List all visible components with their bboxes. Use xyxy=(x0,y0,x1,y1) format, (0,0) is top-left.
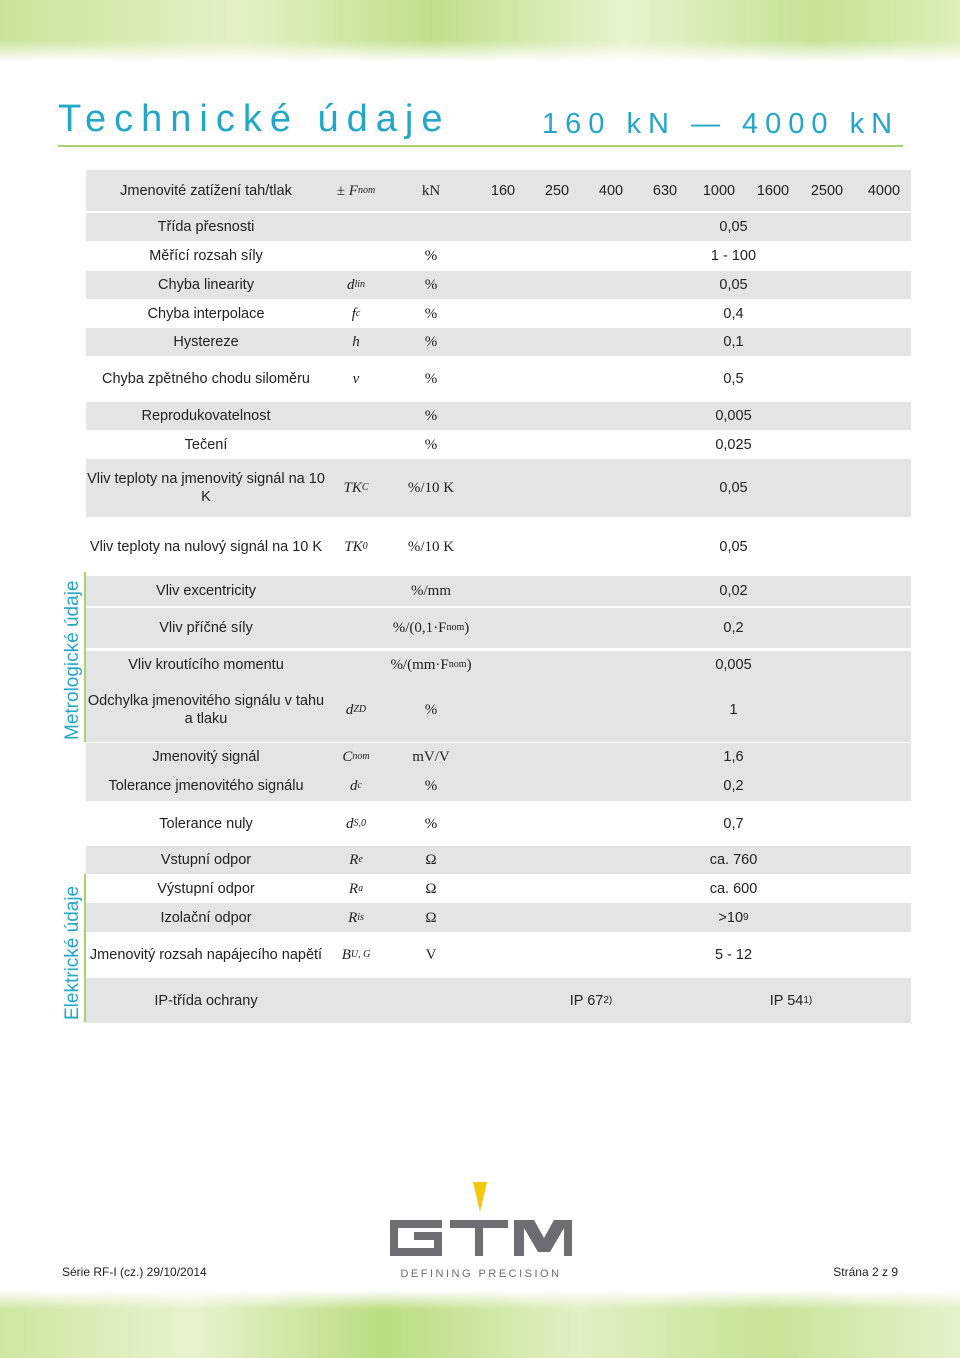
capacity-value: 1000 xyxy=(702,182,736,199)
unit-text: % xyxy=(424,408,438,424)
spec-row xyxy=(86,903,911,932)
spec-value xyxy=(476,271,911,299)
spec-label: Vliv teploty na nulový signál na 10 K xyxy=(89,538,323,555)
symbol-text: d xyxy=(345,702,354,718)
spec-value xyxy=(476,678,911,742)
value-text: 0,025 xyxy=(715,436,752,453)
capacity-value: 630 xyxy=(652,182,678,199)
spec-value xyxy=(476,213,911,241)
ip-right-text: IP 54 xyxy=(769,992,804,1009)
spec-value xyxy=(476,743,911,771)
unit-subscript: nom xyxy=(446,622,465,633)
spec-label: Jmenovité zatížení tah/tlak xyxy=(120,182,292,199)
side-divider xyxy=(84,874,86,1022)
value-text: 0,7 xyxy=(723,815,744,832)
spec-value xyxy=(476,933,911,977)
capacity-values xyxy=(476,170,911,211)
footer-page-number: Strána 2 z 9 xyxy=(833,1265,898,1279)
spec-value xyxy=(476,608,911,648)
symbol-subscript: is xyxy=(357,911,364,923)
spec-row xyxy=(86,518,911,575)
spec-unit xyxy=(386,402,476,430)
spec-row xyxy=(86,771,911,801)
unit-text: % xyxy=(424,306,438,322)
value-text: ca. 600 xyxy=(709,881,758,897)
spec-row xyxy=(86,608,911,648)
unit-subscript: nom xyxy=(448,658,467,670)
spec-label: IP-třída ochrany xyxy=(154,992,258,1009)
logo-letter-t xyxy=(450,1220,508,1256)
symbol-text: TK xyxy=(343,480,362,496)
spec-row xyxy=(86,402,911,430)
spec-symbol xyxy=(326,903,386,932)
spec-value xyxy=(476,576,911,606)
spec-unit xyxy=(386,903,476,932)
symbol-text: h xyxy=(352,334,360,350)
spec-unit xyxy=(386,300,476,328)
value-text: 0,05 xyxy=(719,277,748,293)
logo-tagline: DEFINING PRECISION xyxy=(400,1268,562,1280)
spec-unit xyxy=(386,357,476,400)
ip-right-value xyxy=(716,978,866,1023)
unit-text: %/10 K xyxy=(407,538,455,555)
spec-value xyxy=(476,430,911,459)
value-text: 0,05 xyxy=(719,219,748,235)
spec-label: Výstupní odpor xyxy=(157,881,255,897)
spec-unit xyxy=(386,576,476,606)
spec-symbol xyxy=(326,213,386,241)
spec-label: Reprodukovatelnost xyxy=(141,408,271,424)
symbol-subscript: nom xyxy=(352,751,370,762)
spec-label: Jmenovitý signál xyxy=(152,749,260,765)
spec-symbol xyxy=(326,402,386,430)
spec-symbol xyxy=(326,608,386,648)
spec-symbol xyxy=(326,801,386,846)
spec-row xyxy=(86,846,911,874)
spec-unit xyxy=(386,933,476,977)
spec-symbol xyxy=(326,241,386,270)
spec-symbol xyxy=(326,933,386,977)
unit-text: %/10 K xyxy=(407,480,455,496)
value-text: 1,6 xyxy=(723,749,744,765)
symbol-subscript: a xyxy=(358,883,364,894)
spec-value xyxy=(476,801,911,846)
symbol-text: v xyxy=(352,370,360,387)
gtm-logo xyxy=(388,1180,574,1280)
side-label-metrological: Metrologické údaje xyxy=(62,580,83,740)
value-text: 0,05 xyxy=(719,538,748,555)
spec-symbol xyxy=(326,771,386,801)
unit-text: % xyxy=(424,815,438,832)
unit-tail: ) xyxy=(466,656,472,673)
unit-text: % xyxy=(424,247,438,264)
value-text: 0,005 xyxy=(715,408,752,424)
symbol-subscript: c xyxy=(357,780,362,791)
value-text: ca. 760 xyxy=(709,852,758,868)
symbol-text: d xyxy=(350,778,358,794)
top-decorative-band xyxy=(0,0,960,62)
spec-label: Chyba linearity xyxy=(158,277,254,293)
spec-symbol xyxy=(326,459,386,517)
capacity-value: 2500 xyxy=(810,182,844,199)
spec-unit xyxy=(386,801,476,846)
symbol-text: f xyxy=(351,306,356,322)
spec-value xyxy=(476,402,911,430)
spec-unit xyxy=(386,651,476,678)
footer-series: Série RF-I (cz.) 29/10/2014 xyxy=(62,1265,207,1279)
capacity-row xyxy=(86,170,911,211)
symbol-text: TK xyxy=(344,538,363,555)
symbol-text: R xyxy=(348,909,358,926)
symbol-text: R xyxy=(348,881,359,897)
side-label-electrical: Elektrické údaje xyxy=(62,885,83,1020)
spec-label: Vliv teploty na jmenovitý signál na 10 K xyxy=(87,471,325,505)
spec-unit xyxy=(386,213,476,241)
spec-symbol xyxy=(326,271,386,299)
capacity-value: 1600 xyxy=(756,182,790,199)
spec-unit xyxy=(386,241,476,270)
spec-unit xyxy=(386,608,476,648)
value-text: 0,05 xyxy=(719,480,748,496)
spec-value xyxy=(476,300,911,328)
spec-unit xyxy=(386,771,476,801)
spec-value xyxy=(476,651,911,678)
spec-symbol xyxy=(326,300,386,328)
spec-label: Vliv excentricity xyxy=(156,583,256,599)
spec-value xyxy=(476,875,911,903)
spec-symbol xyxy=(326,430,386,459)
spec-row xyxy=(86,213,911,241)
ip-right-footnote: 1) xyxy=(803,994,813,1006)
unit-text: Ω xyxy=(425,881,437,897)
value-text: 0,4 xyxy=(723,306,744,322)
spec-symbol xyxy=(326,875,386,903)
unit-tail: ) xyxy=(464,620,470,636)
bottom-decorative-band xyxy=(0,1290,960,1358)
symbol-subscript: lin xyxy=(354,279,366,290)
symbol-subscript: nom xyxy=(357,184,376,196)
spec-symbol xyxy=(326,846,386,874)
symbol-subscript: ZD xyxy=(353,704,367,715)
value-text: 1 - 100 xyxy=(710,247,757,264)
spec-unit xyxy=(386,678,476,742)
unit-text: %/(mm·F xyxy=(390,656,449,673)
spec-symbol xyxy=(326,576,386,606)
unit-text: %/mm xyxy=(411,583,451,599)
spec-label: Tolerance jmenovitého signálu xyxy=(108,778,304,794)
capacity-value: 250 xyxy=(544,182,570,199)
value-text: 5 - 12 xyxy=(714,947,753,963)
spec-label: Měřící rozsah síly xyxy=(149,247,263,264)
value-text: 0,005 xyxy=(715,656,752,673)
unit-text: Ω xyxy=(425,852,437,868)
symbol-text: d xyxy=(346,277,355,293)
symbol-text: C xyxy=(342,749,353,765)
spec-row xyxy=(86,357,911,400)
spec-row xyxy=(86,801,911,846)
spec-row xyxy=(86,576,911,606)
spec-row xyxy=(86,678,911,742)
spec-label: Hystereze xyxy=(173,334,239,350)
value-text: 0,2 xyxy=(723,778,744,794)
spec-unit xyxy=(386,846,476,874)
unit-text: mV/V xyxy=(412,749,450,765)
value-text: 0,1 xyxy=(723,334,744,350)
unit-text: V xyxy=(425,947,437,963)
spec-symbol xyxy=(326,678,386,742)
page-title: Technické údaje xyxy=(58,98,451,140)
symbol-text: B xyxy=(341,947,351,963)
spec-unit xyxy=(386,743,476,771)
spec-row xyxy=(86,651,911,678)
symbol-text: ± F xyxy=(336,182,358,199)
spec-unit xyxy=(386,459,476,517)
capacity-value: 400 xyxy=(598,182,624,199)
symbol-text: d xyxy=(346,815,354,832)
ip-row xyxy=(86,978,911,1023)
spec-unit: kN xyxy=(421,182,441,199)
unit-text: % xyxy=(424,334,438,350)
symbol-subscript: S,0 xyxy=(353,817,366,829)
spec-label: Třída přesnosti xyxy=(157,219,255,235)
spec-row xyxy=(86,743,911,771)
spec-symbol xyxy=(326,651,386,678)
spec-label: Tečení xyxy=(184,436,228,453)
spec-unit xyxy=(386,328,476,356)
value-superscript: 9 xyxy=(743,911,749,923)
spec-value xyxy=(476,241,911,270)
spec-value xyxy=(476,771,911,801)
capacity-value: 4000 xyxy=(867,182,901,199)
value-text: 1 xyxy=(729,702,738,718)
symbol-text: R xyxy=(349,852,359,868)
unit-text: % xyxy=(424,778,438,794)
ip-left-value xyxy=(506,978,676,1023)
spec-label: Chyba zpětného chodu siloměru xyxy=(102,370,310,387)
spec-symbol xyxy=(326,518,386,575)
unit-text: Ω xyxy=(425,909,437,926)
value-text: 0,2 xyxy=(723,620,744,636)
logo-letter-g xyxy=(390,1220,442,1256)
spec-row xyxy=(86,933,911,977)
spec-row xyxy=(86,459,911,517)
spec-value xyxy=(476,846,911,874)
spec-symbol xyxy=(326,743,386,771)
spec-label: Tolerance nuly xyxy=(159,815,253,832)
symbol-subscript: e xyxy=(358,854,363,865)
spec-value xyxy=(476,459,911,517)
spec-symbol xyxy=(326,170,386,211)
spec-value xyxy=(476,518,911,575)
logo-letter-m xyxy=(514,1220,572,1256)
spec-label: Vliv kroutícího momentu xyxy=(128,656,284,673)
spec-label: Odchylka jmenovitého signálu v tahu a tlaku xyxy=(87,693,325,727)
spec-value xyxy=(476,903,911,932)
symbol-subscript: 0 xyxy=(362,540,368,552)
capacity-value: 160 xyxy=(490,182,516,199)
unit-text: % xyxy=(424,277,438,293)
logo-accent xyxy=(473,1182,487,1212)
spec-value xyxy=(476,357,911,400)
spec-unit xyxy=(386,271,476,299)
spec-label: Jmenovitý rozsah napájecího napětí xyxy=(89,947,323,963)
value-text: 0,5 xyxy=(723,370,744,387)
unit-text: % xyxy=(424,702,438,718)
spec-row xyxy=(86,241,911,270)
unit-text: % xyxy=(424,370,438,387)
side-divider xyxy=(84,572,86,742)
spec-row xyxy=(86,430,911,459)
spec-symbol xyxy=(326,328,386,356)
spec-row xyxy=(86,300,911,328)
spec-label: Izolační odpor xyxy=(160,909,252,926)
capacity-range: 160 kN — 4000 kN xyxy=(542,108,900,140)
spec-label: Vstupní odpor xyxy=(160,852,252,868)
value-text: >10 xyxy=(718,909,744,926)
symbol-subscript: c xyxy=(355,308,361,319)
spec-unit xyxy=(386,518,476,575)
spec-row xyxy=(86,875,911,903)
unit-text: %/(0,1·F xyxy=(392,620,447,636)
symbol-subscript: U, G xyxy=(350,949,371,960)
spec-label: Vliv příčné síly xyxy=(159,620,253,636)
ip-left-footnote: 2) xyxy=(603,994,613,1006)
spec-row xyxy=(86,328,911,356)
unit-text: % xyxy=(424,436,438,453)
spec-label: Chyba interpolace xyxy=(147,306,265,322)
spec-value xyxy=(476,328,911,356)
ip-left-text: IP 67 xyxy=(569,992,604,1009)
value-text: 0,02 xyxy=(719,583,748,599)
spec-row xyxy=(86,271,911,299)
spec-unit xyxy=(386,430,476,459)
spec-symbol xyxy=(326,357,386,400)
spec-unit xyxy=(386,875,476,903)
title-divider xyxy=(58,145,903,147)
symbol-subscript: C xyxy=(361,482,369,493)
